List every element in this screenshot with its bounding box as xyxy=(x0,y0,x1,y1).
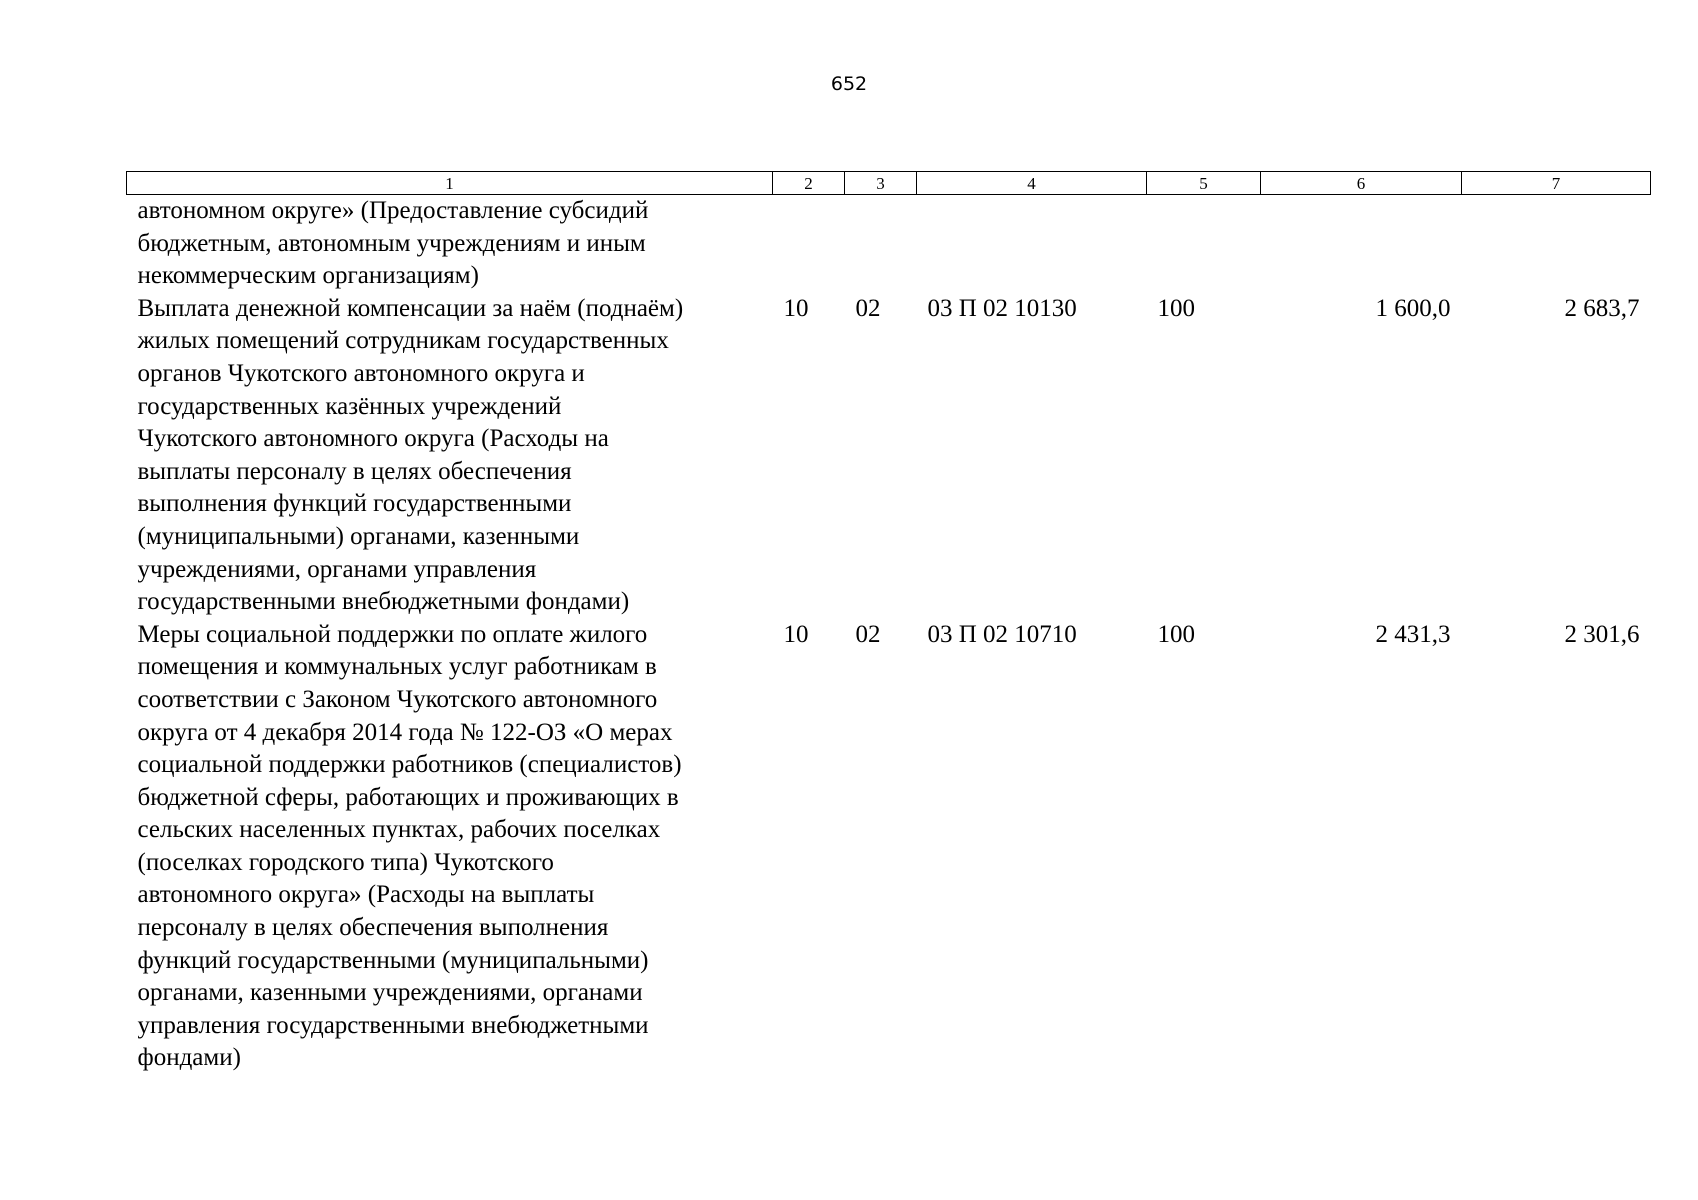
header-row xyxy=(127,172,1651,195)
row-description: Меры социальной поддержки по оплате жилого помещения и коммунальных услуг работникам в соответствии с Законом Чукотского автономного округа от 4 декабря 2014 года № 122-ОЗ «О мерах социальной поддержки работников (специалистов) бюджетной сферы, работающих и проживающих в сельских населенных пунктах, рабочих поселках (поселках городского типа) Чукотского автономного округа» (Расходы на выплаты персоналу в целях обеспечения выполнения функций государственными (муниципальными) органами, казенными учреждениями, органами управления государственными внебюджетными фондами) xyxy=(137,620,682,1072)
budget-table-container xyxy=(126,171,1650,1075)
row-target-article: 03 П 02 10710 xyxy=(927,620,1077,648)
row-subsection xyxy=(845,195,917,293)
header-col-2: 2 xyxy=(773,172,845,195)
table-header xyxy=(127,172,1651,195)
header-col-7: 7 xyxy=(1462,172,1651,195)
header-col-4: 4 xyxy=(917,172,1147,195)
row-expense-type: 100 xyxy=(1157,294,1195,322)
header-col-1: 1 xyxy=(127,172,773,195)
row-amount-col6: 1 600,0 xyxy=(1375,294,1451,322)
table-row xyxy=(127,195,1651,293)
row-expense-type xyxy=(1147,195,1261,293)
row-target-article: 03 П 02 10130 xyxy=(927,294,1077,322)
table-body xyxy=(127,195,1651,1076)
row-section xyxy=(773,195,845,293)
budget-table xyxy=(126,171,1651,1075)
row-amount-col7: 2 301,6 xyxy=(1564,620,1640,648)
row-description: Выплата денежной компенсации за наём (поднаём) жилых помещений сотрудникам государственных органов Чукотского автономного округа и государственных казённых учреждений Чукотского автономного округа (Расходы на выплаты персоналу в целях обеспечения выполнения функций государственными (муниципальными) органами, казенными учреждениями, органами управления государственными внебюджетными фондами) xyxy=(137,294,684,616)
header-col-3: 3 xyxy=(845,172,917,195)
table-row xyxy=(127,293,1651,619)
table-row xyxy=(127,619,1651,1075)
row-target-article xyxy=(917,195,1147,293)
row-subsection: 02 xyxy=(855,620,881,648)
row-amount-col6: 2 431,3 xyxy=(1375,620,1451,648)
row-section: 10 xyxy=(783,620,809,648)
page-number: 652 xyxy=(830,73,868,95)
row-expense-type: 100 xyxy=(1157,620,1195,648)
row-section: 10 xyxy=(783,294,809,322)
header-col-6: 6 xyxy=(1261,172,1462,195)
row-amount-col7 xyxy=(1462,195,1651,293)
row-amount-col6 xyxy=(1261,195,1462,293)
row-amount-col7: 2 683,7 xyxy=(1564,294,1640,322)
row-description: автономном округе» (Предоставление субсидий бюджетным, автономным учреждениям и иным некоммерческим организациям) xyxy=(137,197,649,290)
header-col-5: 5 xyxy=(1147,172,1261,195)
row-subsection: 02 xyxy=(855,294,881,322)
